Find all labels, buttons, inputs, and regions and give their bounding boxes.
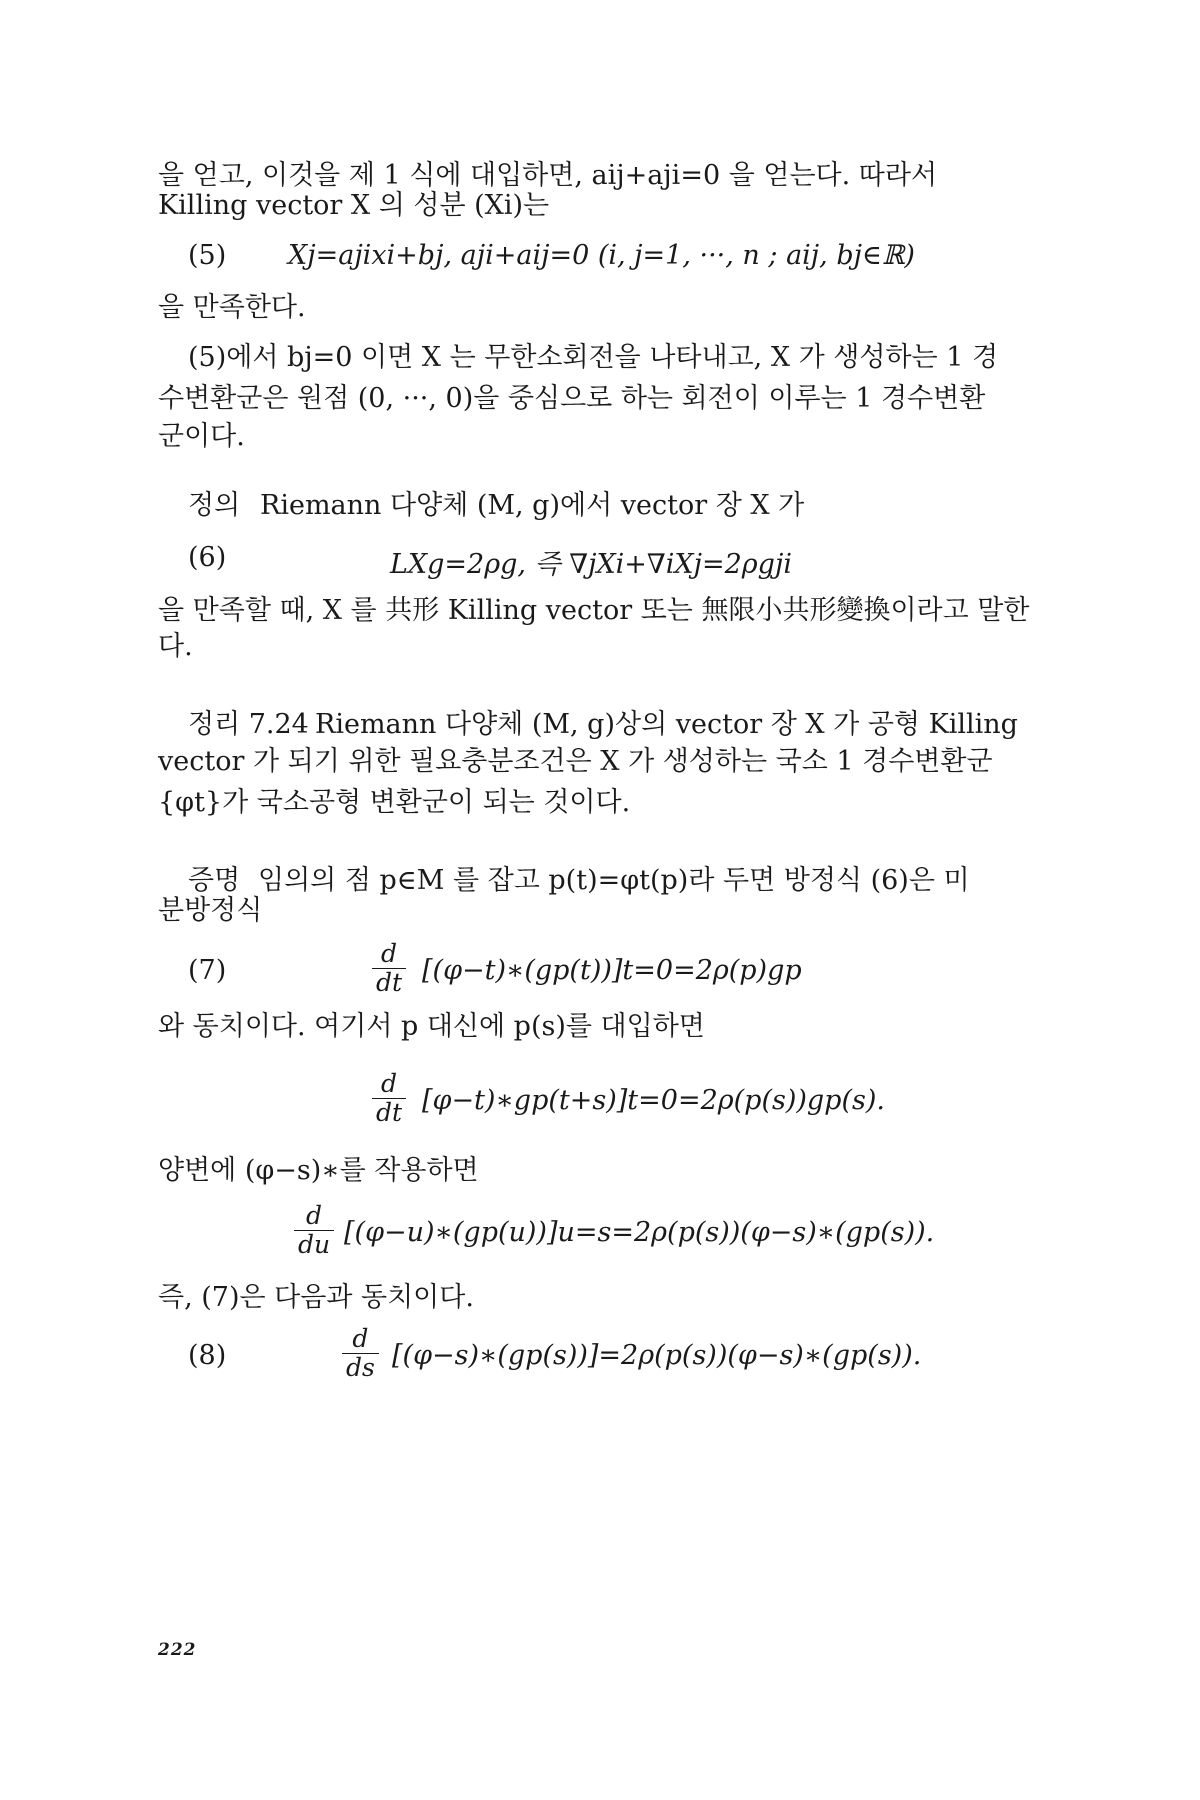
- paragraph-line: 을 만족할 때, X 를 共形 Killing vector 또는 無限小共形變換이라고 말한: [158, 595, 1030, 626]
- fraction-d-du: [294, 1202, 334, 1259]
- page-number: 222: [158, 1640, 197, 1660]
- paragraph-line: 와 동치이다. 여기서 p 대신에 p(s)를 대입하면: [158, 1011, 705, 1042]
- fraction-numerator: d: [381, 939, 398, 968]
- fraction-numerator: d: [381, 1069, 398, 1098]
- fraction-denominator: du: [294, 1230, 334, 1259]
- theorem-line: Riemann 다양체 (M, g)상의 vector 장 X 가 공형 Killing: [315, 709, 1018, 740]
- paragraph-line: 다.: [158, 631, 193, 662]
- fraction-denominator: dt: [372, 1098, 406, 1127]
- equation-number: (8): [188, 1340, 227, 1371]
- fraction-d-dt: [372, 1070, 406, 1127]
- fraction-d-ds: [342, 1325, 379, 1382]
- fraction-numerator: d: [306, 1201, 323, 1230]
- paragraph-line: 수변환군은 원점 (0, ···, 0)을 중심으로 하는 회전이 이루는 1 경수변환: [158, 383, 986, 414]
- theorem-line: vector 가 되기 위한 필요충분조건은 X 가 생성하는 국소 1 경수변환군: [158, 746, 993, 777]
- paragraph-line: 군이다.: [158, 421, 245, 452]
- theorem-label: 정리 7.24: [188, 709, 309, 740]
- proof-label: 증명: [188, 865, 241, 896]
- paragraph-line: 양변에 (φ−s)∗를 작용하면: [158, 1155, 479, 1186]
- equation-number: (7): [188, 955, 227, 986]
- definition-text: Riemann 다양체 (M, g)에서 vector 장 X 가: [260, 490, 805, 521]
- paragraph-line: 을 얻고, 이것을 제 1 식에 대입하면, aij+aji=0 을 얻는다. 따라서: [158, 160, 938, 191]
- equation-number: (6): [188, 542, 227, 573]
- equation-number: (5): [188, 240, 227, 271]
- paragraph-line: Killing vector X 의 성분 (Xi)는: [158, 190, 550, 221]
- equation-unnumbered: [(φ−u)∗(gp(u))]u=s=2ρ(p(s))(φ−s)∗(gp(s)).: [344, 1217, 935, 1248]
- equation-unnumbered: [φ−t)∗gp(t+s)]t=0=2ρ(p(s))gp(s).: [422, 1085, 885, 1116]
- equation-8: [(φ−s)∗(gp(s))]=2ρ(p(s))(φ−s)∗(gp(s)).: [392, 1340, 922, 1371]
- fraction-d-dt: [372, 940, 406, 997]
- paragraph-line: 즉, (7)은 다음과 동치이다.: [158, 1282, 474, 1313]
- fraction-numerator: d: [352, 1324, 369, 1353]
- fraction-denominator: ds: [342, 1353, 379, 1382]
- proof-line: 분방정식: [158, 895, 263, 926]
- equation-5: Xj=ajixi+bj, aji+aij=0 (i, j=1, ···, n ; aij, bj∈ℝ): [288, 240, 915, 271]
- equation-7: [(φ−t)∗(gp(t))]t=0=2ρ(p)gp: [422, 955, 802, 986]
- fraction-denominator: dt: [372, 968, 406, 997]
- equation-6: LXg=2ρg, 즉 ∇jXi+∇iXj=2ρgji: [390, 549, 792, 580]
- paragraph-line: (5)에서 bj=0 이면 X 는 무한소회전을 나타내고, X 가 생성하는 1 경: [188, 342, 999, 373]
- paragraph-line: 을 만족한다.: [158, 292, 306, 323]
- definition-label: 정의: [188, 490, 241, 521]
- theorem-line: {φt}가 국소공형 변환군이 되는 것이다.: [158, 787, 631, 818]
- proof-line: 임의의 점 p∈M 를 잡고 p(t)=φt(p)라 두면 방정식 (6)은 미: [258, 865, 970, 896]
